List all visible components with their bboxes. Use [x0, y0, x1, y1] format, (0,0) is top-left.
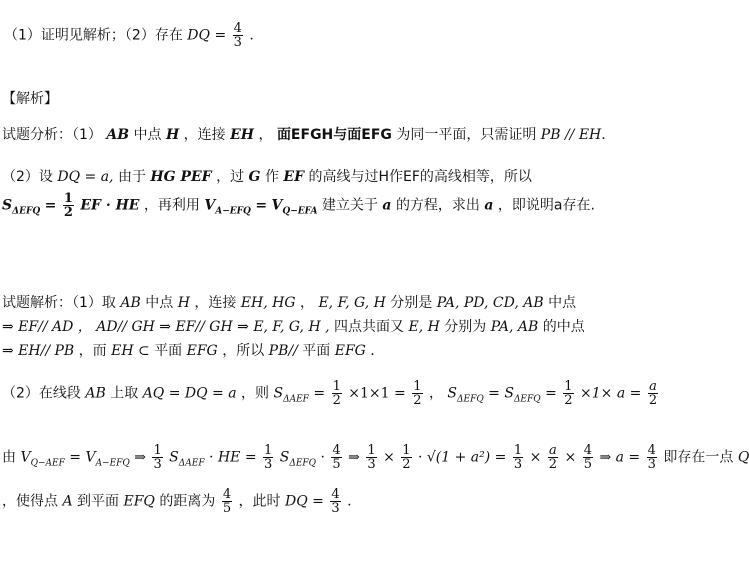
analysis-lead: 试题分析：（1）	[2, 127, 102, 143]
solution4-n1: 1	[332, 379, 341, 394]
analysis2-t2: ，过	[216, 169, 245, 185]
solution5-s2sub: ΔEFQ	[289, 458, 317, 469]
solution5-v2sub: A−EFQ	[95, 458, 130, 469]
analysis3-eq: =	[44, 197, 57, 214]
solution5-n6: 1	[513, 443, 523, 458]
analysis2-t4: 的高线与过H作EF的高线相等，所以	[308, 169, 532, 185]
analysis2-g: G	[248, 169, 261, 185]
solution5-d4: 3	[367, 457, 376, 472]
solution5-x: ×	[383, 449, 395, 466]
analysis3-a: a	[382, 197, 392, 214]
solution1-t5: 中点	[548, 295, 577, 311]
solution5-n2: 1	[264, 443, 273, 458]
solution4-d4: 2	[648, 393, 658, 408]
solution5-n5: 1	[402, 443, 411, 458]
solution5-x2: ×	[529, 449, 542, 466]
solution5-d7: 2	[548, 457, 558, 472]
solution6-d1: 5	[222, 501, 232, 516]
analysis2-dqa: DQ = a,	[57, 169, 114, 185]
solution1-t4: 分别是	[390, 295, 433, 311]
analysis-t2: ，连接	[183, 127, 226, 143]
analysis3-eq2: =	[255, 197, 268, 214]
solution-line-3	[2, 340, 375, 360]
solution3-t3: ，所以	[222, 343, 265, 359]
answer-text: （1）证明见解析；（2）存在	[4, 27, 183, 44]
solution5-s2: S	[279, 449, 290, 466]
solution3-end: .	[370, 343, 375, 359]
solution5-n1: 1	[153, 443, 162, 458]
solution5-d5: 2	[402, 457, 411, 472]
analysis-line-3	[2, 192, 595, 219]
solution4-frac4	[648, 380, 658, 407]
solution5-n7: a	[549, 443, 557, 458]
solution5-frac6	[513, 444, 523, 471]
solution4-t3: ，	[428, 385, 443, 402]
solution5-t1: 即存在一点	[663, 449, 734, 466]
solution5-v1sub: Q−AEF	[30, 458, 65, 469]
analysis3-t3: 的方程，求出	[395, 197, 480, 214]
analysis-eh: EH	[230, 127, 255, 143]
solution1-t3: ，	[300, 295, 314, 311]
analysis-pbeh: PB // EH.	[540, 127, 606, 143]
solution6-t1: ，使得点	[2, 493, 58, 510]
solution4-d2: 2	[413, 393, 422, 408]
solution4-t2: ，则	[241, 385, 270, 402]
answer-den: 3	[233, 35, 242, 50]
analysis3-a2: a	[484, 197, 494, 214]
solution3-efg2: EFG	[334, 343, 366, 359]
analysis2-lead: （2）设	[2, 169, 53, 185]
solution4-s1: S	[273, 385, 284, 402]
analysis3-num: 1	[63, 191, 73, 206]
solution6-efq: EFQ	[123, 493, 155, 510]
solution4-lead: （2）在线段	[2, 385, 81, 402]
solution3-text: ⇒ EH// PB	[2, 343, 75, 359]
analysis3-v1: V	[204, 197, 216, 214]
solution6-n2: 4	[331, 487, 340, 502]
solution5-he: · HE =	[209, 449, 257, 466]
solution4-mid2: ×1× a =	[580, 385, 642, 402]
solution5-frac3	[331, 444, 341, 471]
solution1-t1: 中点	[145, 295, 174, 311]
analysis-line-2	[2, 166, 532, 186]
answer-fraction	[233, 22, 243, 49]
solution4-s1sub: ΔAEF	[283, 394, 309, 405]
solution4-eq: =	[313, 385, 326, 402]
solution-line-2	[2, 316, 585, 336]
analysis2-ef: EF	[283, 169, 305, 185]
solution4-n2: 1	[413, 379, 422, 394]
solution5-dot: ·	[320, 449, 325, 466]
analysis2-t1: 由于	[117, 169, 146, 185]
solution5-d9: 3	[647, 457, 656, 472]
solution5-d3: 5	[332, 457, 341, 472]
analysis-heading: 【解析】	[2, 91, 58, 107]
solution5-s1: S	[169, 449, 179, 466]
solution1-ab: AB	[120, 295, 141, 311]
answer-end: .	[249, 27, 254, 44]
solution5-frac1	[152, 444, 162, 471]
solution5-v1: V	[20, 449, 31, 466]
solution-line-1	[2, 292, 576, 312]
solution5-eq: = V	[69, 449, 96, 466]
solution1-h: H	[177, 295, 190, 311]
solution4-frac2	[412, 380, 422, 407]
solution4-n4: a	[649, 379, 657, 394]
solution4-aq: AQ = DQ = a	[142, 385, 237, 402]
answer-dq: DQ	[187, 27, 210, 44]
solution6-d2: 3	[331, 501, 340, 516]
analysis3-v2sub: Q−EFA	[282, 206, 318, 217]
analysis-bold-text: 面EFGH与面EFG	[276, 127, 392, 143]
solution1-t2: ，连接	[194, 295, 237, 311]
solution5-n8: 4	[583, 443, 592, 458]
analysis-t1: 中点	[133, 127, 162, 143]
solution5-d1: 3	[153, 457, 162, 472]
solution4-frac3	[563, 380, 573, 407]
analysis3-t2: 建立关于	[321, 197, 378, 214]
solution5-frac5	[401, 444, 411, 471]
solution5-n9: 4	[647, 443, 656, 458]
analysis-ab: AB	[106, 127, 130, 143]
solution4-ab: AB	[85, 385, 106, 402]
analysis3-v1sub: A−EFQ	[215, 206, 251, 217]
solution1-efgh: E, F, G, H	[318, 295, 386, 311]
analysis3-s: S	[2, 197, 13, 214]
answer-eq: =	[214, 27, 227, 44]
solution4-s2: S	[447, 385, 457, 402]
solution5-arrow3: ⇒ a =	[599, 449, 641, 466]
solution3-t2: 平面	[154, 343, 183, 359]
analysis2-hg: HG PEF	[150, 169, 212, 185]
solution5-q: Q	[737, 449, 749, 466]
solution-line-6	[2, 488, 352, 515]
solution4-mid: ×1×1 =	[348, 385, 406, 402]
analysis3-frac	[63, 192, 74, 219]
analysis3-sub: ΔEFQ	[12, 206, 41, 217]
solution3-t4: 平面	[302, 343, 331, 359]
analysis-t4: 为同一平面，只需证明	[396, 127, 537, 143]
analysis3-den: 2	[63, 205, 73, 220]
solution5-n4: 1	[367, 443, 376, 458]
solution4-s2sub: ΔEFQ	[457, 394, 484, 405]
solution2-t3: 的中点	[542, 319, 585, 335]
solution6-t3: 的距离为	[159, 493, 216, 510]
solution6-end: .	[347, 493, 352, 510]
solution1-lead: 试题解析：（1）取	[2, 295, 116, 311]
solution2-t1: 四点共面又	[334, 319, 405, 335]
solution6-dq: DQ =	[285, 493, 324, 510]
solution1-mids: PA, PD, CD, AB	[436, 295, 544, 311]
analysis3-t4: ，即说明a存在.	[497, 197, 595, 214]
solution5-frac8	[583, 444, 593, 471]
solution3-pb: PB//	[268, 343, 298, 359]
solution2-pab: PA, AB	[490, 319, 539, 335]
solution6-frac1	[222, 488, 232, 515]
solution2-t2: 分别为	[444, 319, 487, 335]
analysis-line-1	[2, 124, 606, 144]
solution5-d2: 3	[264, 457, 273, 472]
solution6-n1: 4	[222, 487, 232, 502]
solution-line-4	[2, 380, 660, 407]
solution4-eq3: =	[545, 385, 557, 402]
solution4-frac1	[332, 380, 342, 407]
answer-num: 4	[233, 21, 242, 36]
solution2-eh: E, H	[408, 319, 440, 335]
analysis-t3: ，	[258, 127, 273, 143]
solution4-d3: 2	[564, 393, 573, 408]
solution5-arrow: ⇒	[134, 449, 146, 466]
solution4-s3sub: ΔEFQ	[513, 394, 541, 405]
solution-line-5	[2, 444, 749, 471]
solution5-s1sub: ΔAEF	[178, 458, 205, 469]
solution5-x3: ×	[564, 449, 577, 466]
solution4-eq2: = S	[488, 385, 514, 402]
solution5-frac7	[548, 444, 558, 471]
solution5-arrow2: ⇒	[348, 449, 360, 466]
answer-line	[4, 22, 254, 49]
analysis3-v2: V	[271, 197, 283, 214]
solution6-t2: 到平面	[77, 493, 120, 510]
solution5-n3: 4	[332, 443, 341, 458]
analysis2-t3: 作	[264, 169, 279, 185]
solution6-t4: ，此时	[238, 493, 281, 510]
solution5-frac9	[647, 444, 657, 471]
solution6-frac2	[330, 488, 340, 515]
solution2-text: ⇒ EF// AD ， AD// GH ⇒ EF// GH ⇒ E, F, G, H ,	[2, 319, 330, 335]
solution3-efg: EFG	[186, 343, 218, 359]
analysis3-t1: ，再利用	[143, 197, 200, 214]
solution5-frac4	[366, 444, 376, 471]
solution5-d6: 3	[513, 457, 523, 472]
solution4-n3: 1	[564, 379, 573, 394]
solution4-t1: 上取	[110, 385, 139, 402]
analysis3-rhs: EF · HE	[80, 197, 140, 214]
analysis-h: H	[165, 127, 180, 143]
solution6-a: A	[62, 493, 73, 510]
solution1-ehhg: EH, HG	[240, 295, 296, 311]
solution3-eh: EH ⊂	[111, 343, 150, 359]
solution5-sqrt: · √(1 + a²) =	[417, 449, 507, 466]
solution4-d1: 2	[332, 393, 341, 408]
solution3-t1: ，而	[78, 343, 107, 359]
solution5-d8: 5	[583, 457, 592, 472]
solution5-frac2	[263, 444, 273, 471]
solution5-lead: 由	[2, 449, 16, 466]
